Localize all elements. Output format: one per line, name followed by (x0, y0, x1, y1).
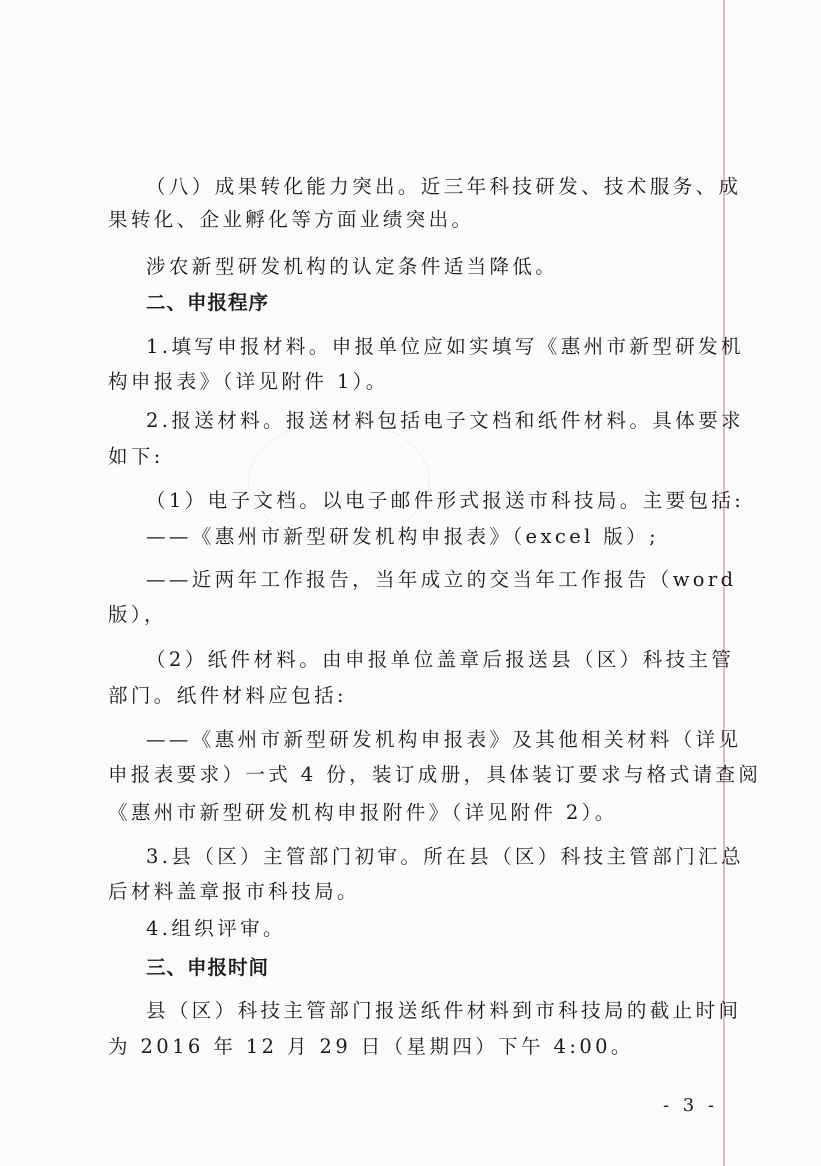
step-3-line-1: 3.县（区）主管部门初审。所在县（区）科技主管部门汇总 (146, 845, 744, 868)
paragraph-8-line-1: （八）成果转化能力突出。近三年科技研发、技术服务、成 (146, 175, 742, 198)
section-heading-timing: 三、申报时间 (146, 956, 270, 979)
electronic-item-2-line-1: ——近两年工作报告，当年成立的交当年工作报告（word (146, 568, 737, 591)
paper-item-line-3: 《惠州市新型研发机构申报附件》（详见附件 2）。 (108, 801, 618, 824)
deadline-line-2: 为 2016 年 12 月 29 日（星期四）下午 4:00。 (108, 1035, 634, 1058)
electronic-item-2-line-2: 版）， (108, 603, 167, 626)
step-2-line-2: 如下: (108, 445, 164, 468)
step-3-line-2: 后材料盖章报市科技局。 (108, 880, 360, 903)
step-2-line-1: 2.报送材料。报送材料包括电子文档和纸件材料。具体要求 (146, 409, 744, 432)
paper-item-line-2: 申报表要求）一式 4 份，装订成册，具体装订要求与格式请查阅 (108, 763, 762, 786)
electronic-docs-line: （1）电子文档。以电子邮件形式报送市科技局。主要包括: (146, 489, 745, 512)
paper-docs-line-1: （2）纸件材料。由申报单位盖章后报送县（区）科技主管 (146, 648, 735, 671)
paper-docs-line-2: 部门。纸件材料应包括: (108, 684, 347, 707)
paper-item-line-1: ——《惠州市新型研发机构申报表》及其他相关材料（详见 (146, 728, 742, 751)
deadline-line-1: 县（区）科技主管部门报送纸件材料到市科技局的截止时间 (146, 999, 742, 1022)
step-1-line-2: 构申报表》（详见附件 1）。 (108, 370, 389, 393)
page-number: - 3 - (662, 1095, 718, 1116)
electronic-item-1: ——《惠州市新型研发机构申报表》（excel 版）; (146, 525, 660, 548)
paragraph-8-line-2: 果转化、企业孵化等方面业绩突出。 (108, 208, 475, 231)
agriculture-note: 涉农新型研发机构的认定条件适当降低。 (146, 255, 559, 278)
step-1-line-1: 1.填写申报材料。申报单位应如实填写《惠州市新型研发机 (146, 335, 744, 358)
section-heading-procedure: 二、申报程序 (146, 291, 270, 314)
step-4-line: 4.组织评审。 (146, 917, 286, 940)
